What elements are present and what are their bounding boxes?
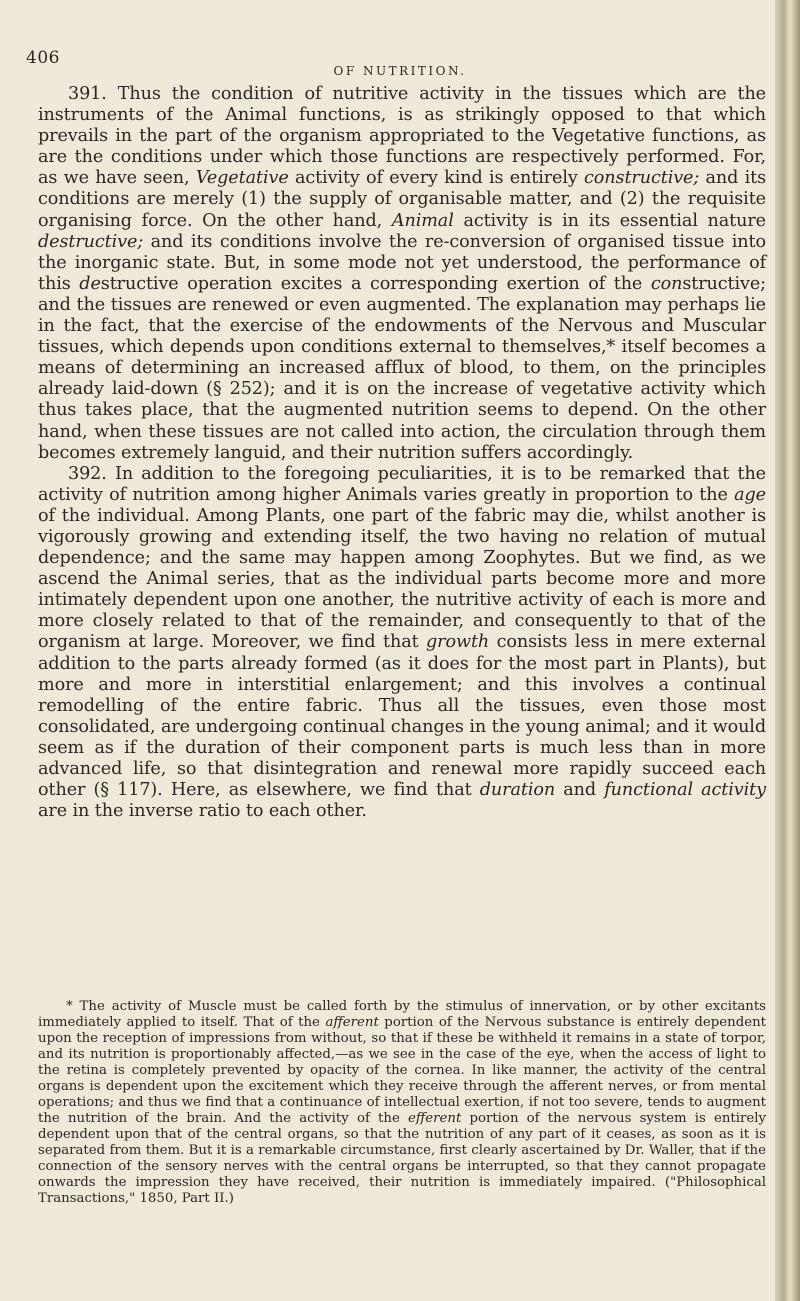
italic-run: Vegetative [195,168,289,189]
italic-run: afferent [325,1015,379,1030]
italic-run: Animal [391,210,454,231]
text-run: activity of every kind is entirely [288,168,585,189]
running-head: OF NUTRITION. [333,64,467,78]
italic-run: destructive; [38,231,144,252]
text-run: of the individual. Among Plants, one part of the fabric may die, whilst another is vigorously growing and extending itself, the two having no relation of mutual dependence; and the same may happen among Zoophytes. But we find, as we ascend the Animal series, that as the individual parts become more and more intimately dependent upon one another, the nutritive activity of each is more and more closely related to that of the remainder, and consequently to that of the organism at large. Moreover, we find that [38,505,766,653]
book-spine-edge [775,0,800,1301]
text-run: and its conditions involve the re-conversion of organised tissue into the inorganic state. But, in some mode not yet understood, the performance of this [38,231,766,294]
italic-run: constructive; [584,168,700,189]
text-run: portion of the Nervous substance is entirely dependent upon the reception of impressions from without, so that if these be withheld it remains in a state of torpor, and its nutrition is proportionably affected,—as we see in the case of the eye, when the access of light to the retina is completely prevented by opacity of the cornea. In like manner, the activity of the central organs is dependent upon the excitement which they receive through the afferent nerves, or from mental operations; and thus we find that a continuance of intellectual exertion, if not too severe, tends to augment the nutrition of the brain. And the activity of the [38,1015,767,1126]
paragraph-391 [38,84,766,464]
text-run: and [555,780,605,801]
text-run: consists less in mere external addition to the parts already formed (as it does for the most part in Plants), but more and more in interstitial enlargement; and this involves a continual remodelling of the entire fabric. Thus all the tissues, even those most consolidated, are undergoing continual changes in the young animal; and it would seem as if the duration of their component parts is much less than in more advanced life, so that disintegration and renewal more rapidly succeed each other (§ 117). Here, as elsewhere, we find that [38,632,766,801]
page-number: 406 [26,48,60,68]
italic-run: de [79,273,101,294]
italic-run: con [650,273,683,294]
text-run: 391. Thus the condition of nutritive activity in the tissues which are the instruments of the Animal functions, is as strikingly opposed to that which prevails in the part of the organism appropriated to the Vegetative functions, as are the conditions under which those functions are respectively performed. For, as we have seen, [38,84,766,189]
text-run: 392. In addition to the foregoing peculiarities, it is to be remarked that the activity of nutrition among higher Animals varies greatly in proportion to the [38,463,766,505]
text-run: structive operation excites a corresponding exertion of the [100,273,651,294]
paragraph-392 [38,464,766,823]
footnote-text [38,999,766,1207]
text-run: portion of the nervous system is entirely dependent upon that of the central organs, so that the nutrition of any part of it ceases, as soon as it is separated from them. But it is a remarkable circumstance, first clearly ascertained by Dr. Waller, that if the connection of the sensory nerves with the central organs be interrupted, so that they cannot propagate onwards the impression they have received, their nutrition is immediately impaired. ("Philosophical Transactions," 1850, Part II.) [38,1111,766,1206]
text-run: structive; and the tissues are renewed or even augmented. The explanation may perhaps lie in the fact, that the exercise of the endowments of the Nervous and Muscular tissues, which depends upon conditions external to themselves,* itself becomes a means of determining an increased afflux of blood, to them, on the principles already laid-down (§ 252); and it is on the increase of vegetative activity which thus takes place, that the augmented nutrition seems to depend. On the other hand, when these tissues are not called into action, the circulation through them becomes extremely languid, and their nutrition suffers accordingly. [38,273,767,463]
footnote [38,999,766,1207]
italic-run: duration [479,780,556,801]
text-run: * The activity of Muscle must be called forth by the stimulus of innervation, or by other excitants immediately applied to itself. That of the [38,999,766,1030]
italic-run: functional activity [604,780,766,801]
italic-run: age [734,484,766,505]
italic-run: growth [426,632,490,653]
body-text [38,84,766,822]
italic-run: efferent [408,1111,462,1126]
text-run: and its conditions are merely (1) the supply of organisable matter, and (2) the requisite organising force. On the other hand, [38,168,767,231]
text-run: activity is in its essential nature [453,210,766,231]
text-run: are in the inverse ratio to each other. [38,801,367,822]
